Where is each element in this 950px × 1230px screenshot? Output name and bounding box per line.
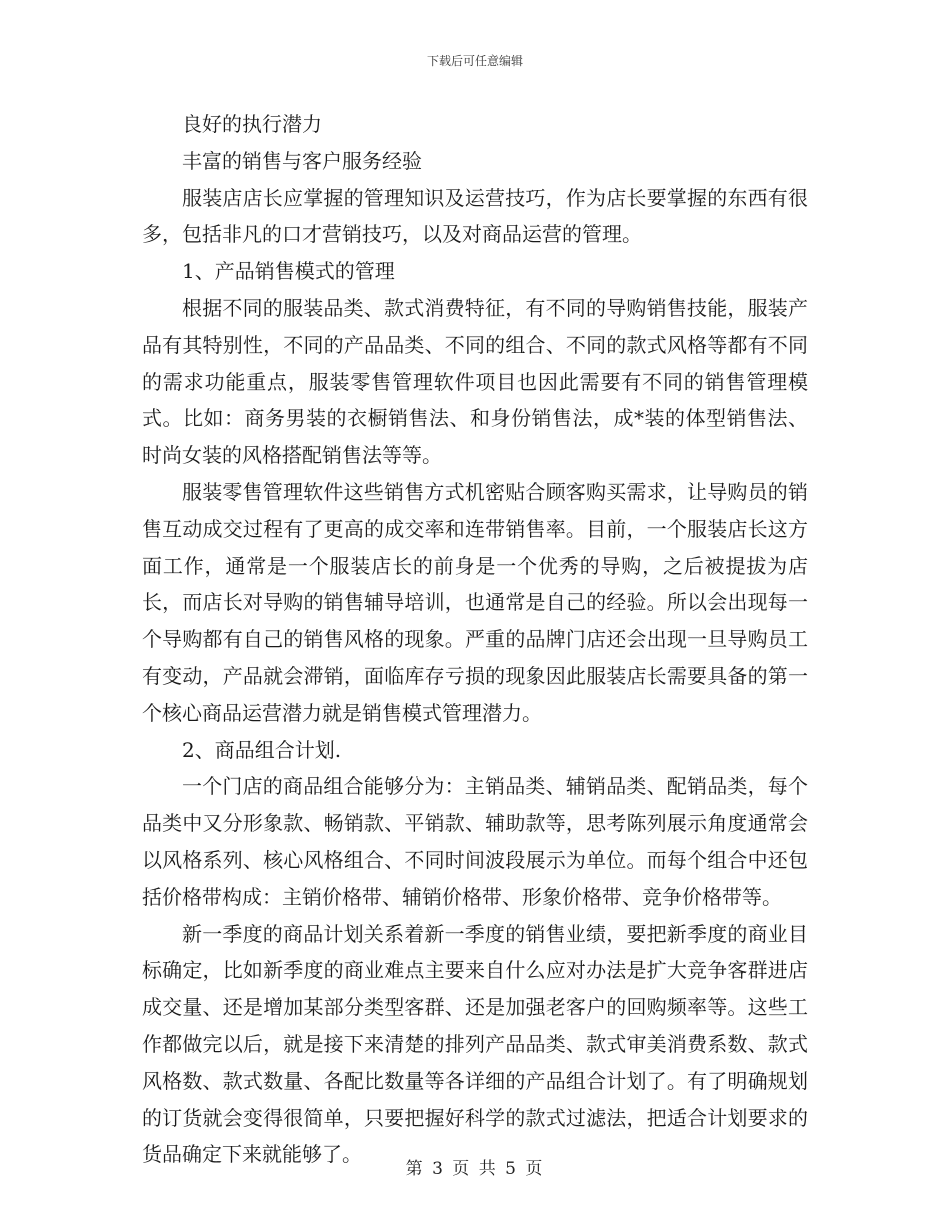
header-note: 下载后可任意编辑 [426,54,523,68]
paragraph: 服装零售管理软件这些销售方式机密贴合顾客购买需求，让导购员的销售互动成交过程有了更高的成交率和连带销售率。目前，一个服装店长这方面工作，通常是一个服装店长的前身是一个优秀的导购，之后被提拔为店长，而店长对导购的销售辅导培训，也通常是自己的经验。所以会出现每一个导购都有自己的销售风格的现象。严重的品牌门店还会出现一旦导购员工有变动，产品就会滞销，面临库存亏损的现象因此服装店长需要具备的第一个核心商品运营潜力就是销售模式管理潜力。 [142,479,808,725]
document-body [142,106,808,1173]
paragraph: 新一季度的商品计划关系着新一季度的销售业绩，要把新季度的商业目标确定，比如新季度的商业难点主要来自什么应对办法是扩大竞争客群进店成交量、还是增加某部分类型客群、还是加强老客户的回购频率等。这些工作都做完以后，就是接下来清楚的排列产品品类、款式审美消费系数、款式风格数、款式数量、各配比数量等各详细的产品组合计划了。有了明确规划的订货就会变得很简单，只要把握好科学的款式过滤法，把适合计划要求的货品确定下来就能够了。 [142,921,808,1167]
paragraph: 一个门店的商品组合能够分为：主销品类、辅销品类、配销品类，每个品类中又分形象款、畅销款、平销款、辅助款等，思考陈列展示角度通常会以风格系列、核心风格组合、不同时间波段展示为单位。而每个组合中还包括价格带构成：主销价格带、辅销价格带、形象价格带、竞争价格带等。 [142,774,808,909]
paragraph: 丰富的销售与客户服务经验 [182,148,422,173]
section-heading: 2、商品组合计划. [182,737,342,762]
page-number: 第 3 页 共 5 页 [405,1159,545,1179]
paragraph: 根据不同的服装品类、款式消费特征，有不同的导购销售技能，服装产品有其特别性，不同的产品品类、不同的组合、不同的款式风格等都有不同的需求功能重点，服装零售管理软件项目也因此需要有不同的销售管理模式。比如：商务男装的衣橱销售法、和身份销售法，成*装的体型销售法、时尚女装的风格搭配销售法等等。 [142,295,808,468]
paragraph: 服装店店长应掌握的管理知识及运营技巧，作为店长要掌握的东西有很多，包括非凡的口才营销技巧，以及对商品运营的管理。 [142,185,808,247]
section-heading: 1、产品销售模式的管理 [182,259,395,284]
paragraph: 良好的执行潜力 [182,112,322,136]
